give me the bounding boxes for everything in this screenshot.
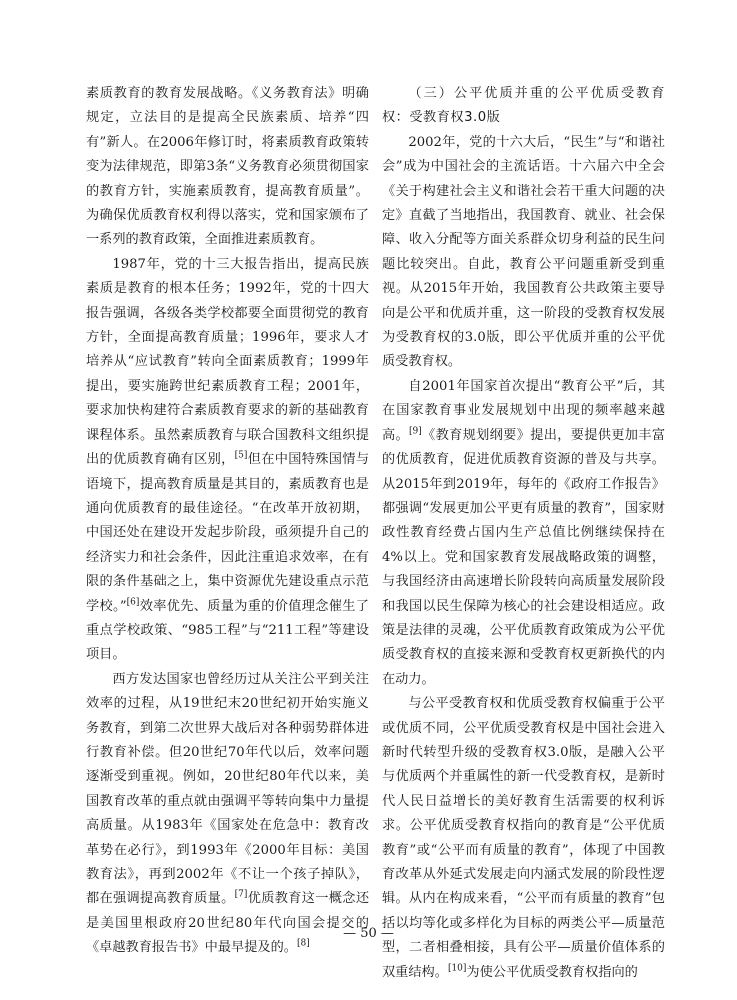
citation-ref: [7] bbox=[234, 890, 248, 901]
paragraph: 与公平受教育权和优质受教育权偏重于公平或优质不同，公平优质受教育权是中国社会进入新时代转型升级的受教育权3.0版，是融入公平与优质两个并重属性的新一代受教育权，是新时代人民日益增长的美好教育生活需要的权利诉求。公平优质受教育权指向的教育是“公平优质教育”或“公平而有质量的教育”，体现了中国教育改革从外延式发展走向内涵式发展的阶段性逻辑。从内在构成来看，“公平而有质量的教育”包括以均等化或多样化为目标的两类公平—质量范型，二者相叠相接，具有公平—质量价值体系的双重结构。[10]为使公平优质受教育权指向的 bbox=[382, 696, 665, 980]
citation-ref: [9] bbox=[409, 426, 422, 437]
paragraph: 1987年，党的十三大报告指出，提高民族素质是教育的根本任务；1992年，党的十四大报告强调，各级各类学校都要全面贯彻党的教育方针，全面提高教育质量；1996年，要求人才培养从“应试教育”转向全面素质教育；1999年提出，要实施跨世纪素质教育工程；2001年，要求加快构建符合素质教育要求的新的基础教育课程体系。虽然素质教育与联合国教科文组织提出的优质教育确有区别，[5]但在中国特殊国情与语境下，提高教育质量是其目的，素质教育也是通向优质教育的最佳途径。“在改革开放初期，中国还处在建设开发起步阶段，亟须提升自己的经济实力和社会条件，因此注重追求效率，在有限的条件基础之上，集中资源优先建设重点示范学校。”[6]效率优先、质量为重的价值理念催生了重点学校政策、“985工程”与“211工程”等建设项目。 bbox=[86, 256, 370, 663]
citation-ref: [6] bbox=[126, 597, 140, 608]
section-heading: （三）公平优质并重的公平优质受教育权：受教育权3.0版 bbox=[382, 86, 665, 126]
citation-ref: [5] bbox=[234, 450, 248, 461]
right-column bbox=[382, 82, 665, 985]
paragraph: 素质教育的教育发展战略。《义务教育法》明确规定，立法目的是提高全民族素质、培养“四有”新人。在2006年修订时，将素质教育政策转变为法律规范，即第3条“义务教育必须贯彻国家的教育方针，实施素质教育，提高教育质量”。为确保优质教育权利得以落实，党和国家颁布了一系列的教育政策，全面推进素质教育。 bbox=[86, 86, 369, 248]
citation-ref: [10] bbox=[447, 963, 467, 974]
paragraph: 2002年，党的十六大后，“民生”与“和谐社会”成为中国社会的主流话语。十六届六中全会《关于构建社会主义和谐社会若干重大问题的决定》直截了当地指出，我国教育、就业、社会保障、收入分配等方面关系群众切身利益的民生问题比较突出。自此，教育公平问题重新受到重视。从2015年开始，我国教育公共政策主要导向是公平和优质并重，这一阶段的受教育权发展为受教育权的3.0版，即公平优质并重的公平优质受教育权。 bbox=[382, 134, 665, 370]
left-column bbox=[86, 82, 369, 961]
page-number: — 50 — bbox=[343, 926, 394, 941]
paragraph: 自2001年国家首次提出“教育公平”后，其在国家教育事业发展规划中出现的频率越来越高。[9]《教育规划纲要》提出，要提供更加丰富的优质教育，促进优质教育资源的普及与共享。从2015年到2019年，每年的《政府工作报告》都强调“发展更加公平更有质量的教育”，国家财政性教育经费占国内生产总值比例继续保持在4%以上。党和国家教育发展战略政策的调整，与我国经济由高速增长阶段转向高质量发展阶段和我国以民生保障为核心的社会建设相适应。政策是法律的灵魂，公平优质教育政策成为公平优质受教育权的直接来源和受教育权更新换代的内在动力。 bbox=[382, 378, 666, 687]
citation-ref: [8] bbox=[297, 938, 310, 949]
paragraph: 西方发达国家也曾经历过从关注公平到关注效率的过程，从19世纪末20世纪初开始实施义务教育，到第二次世界大战后对各种弱势群体进行教育补偿。但20世纪70年代以后，效率问题逐渐受到重视。例如，20世纪80年代以来，美国教育改革的重点就由强调平等转向集中力量提高质量。从1983年《国家处在危急中：教育改革势在必行》，到1993年《2000年目标：美国教育法》，再到2002年《不让一个孩子掉队》，都在强调提高教育质量。[7]优质教育这一概念还是美国里根政府20世纪80年代向国会提交的《卓越教育报告书》中最早提及的。[8] bbox=[86, 671, 370, 956]
